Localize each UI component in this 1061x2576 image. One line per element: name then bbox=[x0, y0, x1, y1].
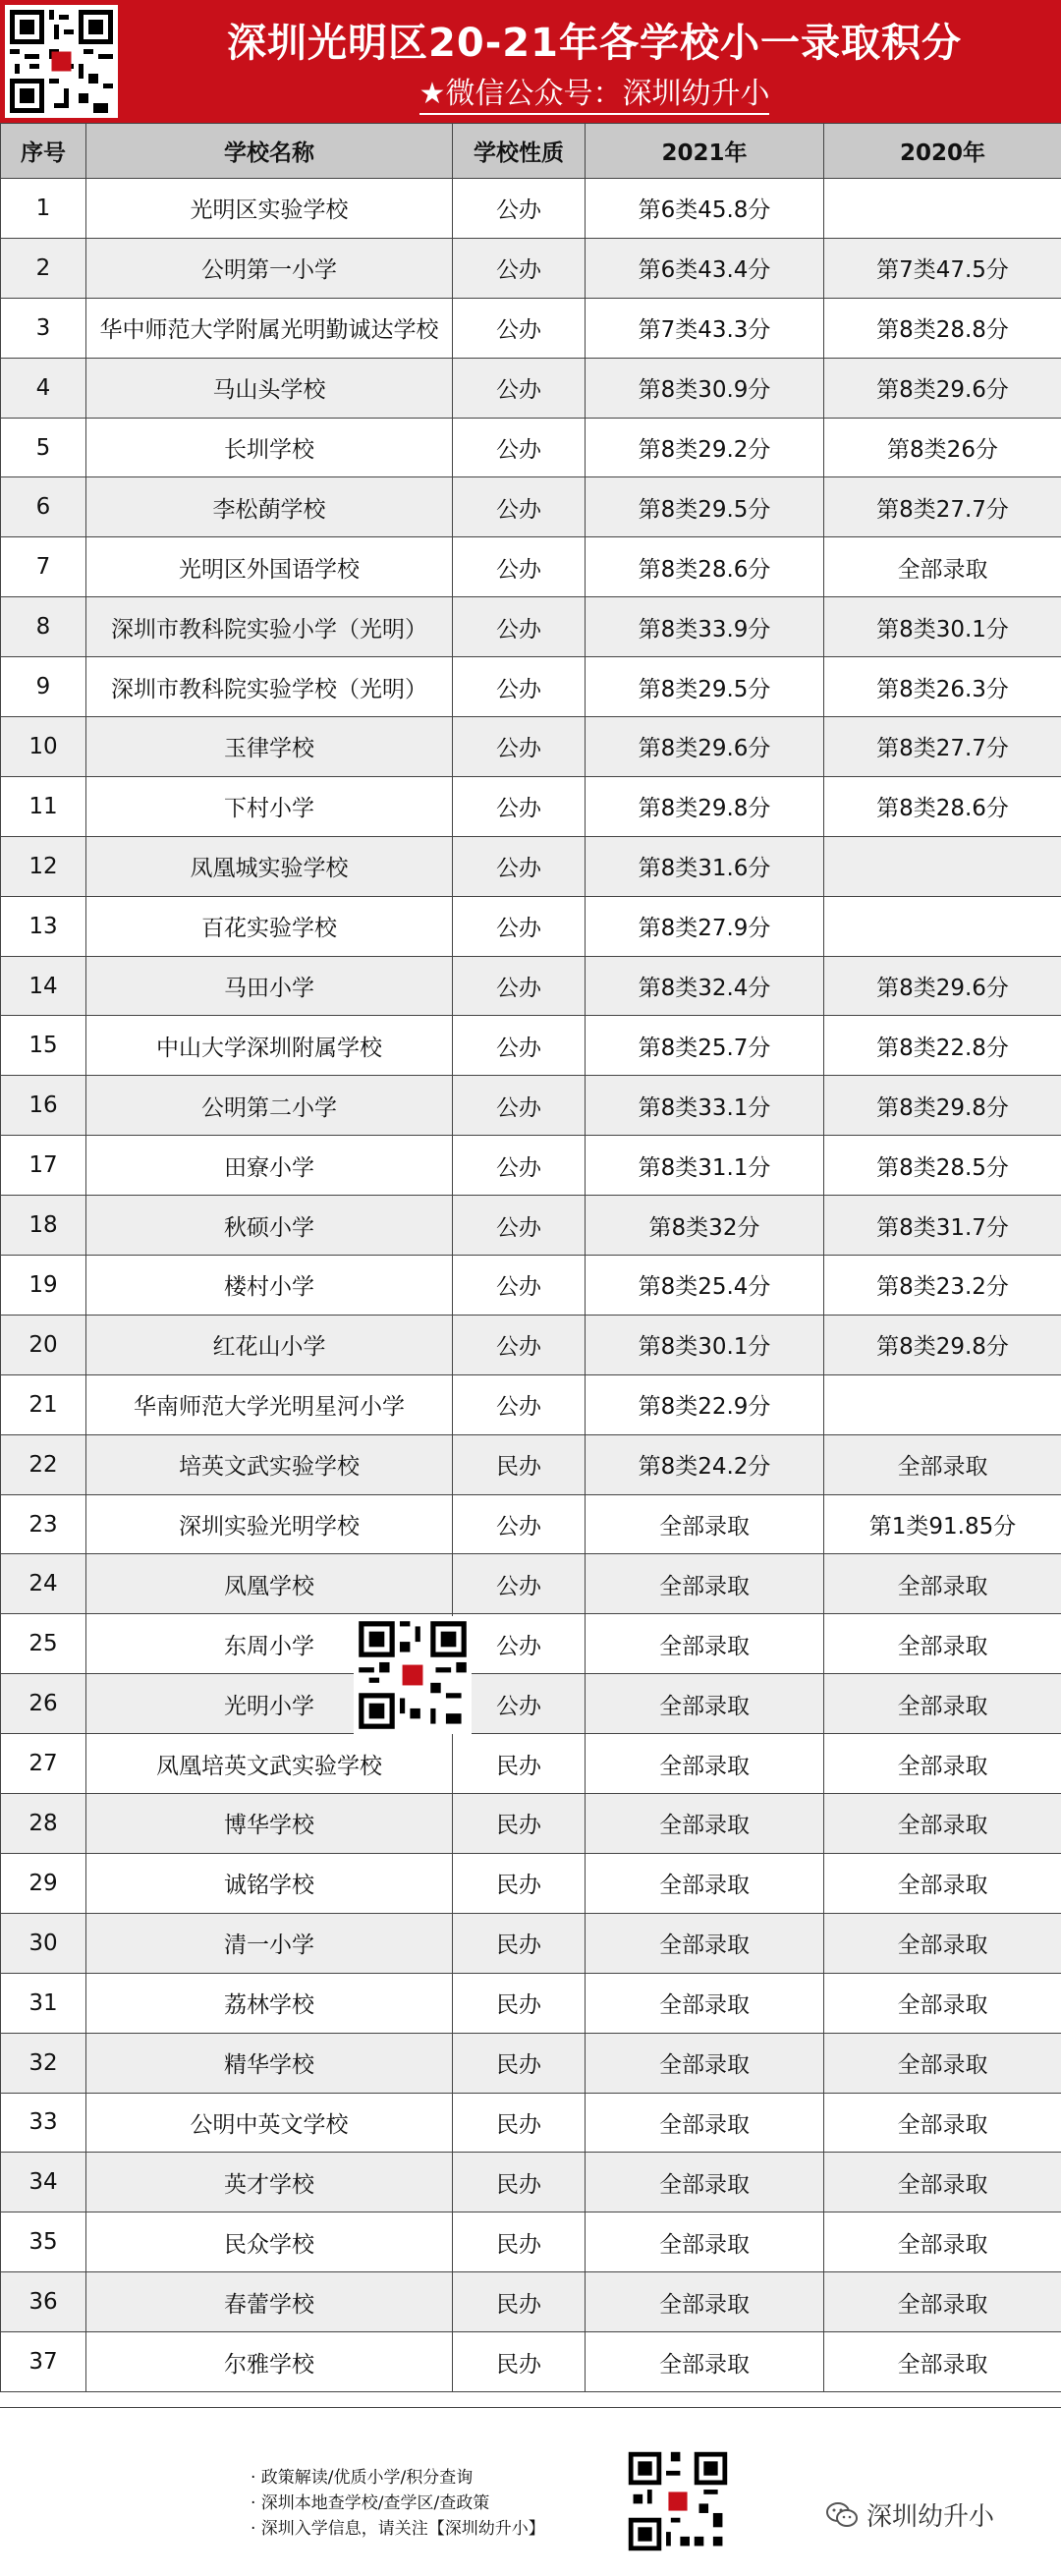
table-row bbox=[1, 1614, 1061, 1674]
cell-no: 10 bbox=[1, 717, 86, 777]
cell-school-type: 公办 bbox=[453, 1674, 586, 1734]
cell-2021: 第8类32分 bbox=[586, 1196, 824, 1256]
cell-2021: 全部录取 bbox=[586, 2272, 824, 2332]
cell-2020: 第7类47.5分 bbox=[824, 238, 1061, 298]
cell-school-name: 精华学校 bbox=[86, 2033, 453, 2093]
table-row bbox=[1, 1315, 1061, 1374]
cell-school-type: 公办 bbox=[453, 717, 586, 777]
cell-school-type: 民办 bbox=[453, 2093, 586, 2153]
cell-2020: 第8类29.6分 bbox=[824, 956, 1061, 1016]
cell-2021: 第8类30.1分 bbox=[586, 1315, 824, 1374]
cell-2021: 第8类29.2分 bbox=[586, 418, 824, 477]
cell-2020: 第1类91.85分 bbox=[824, 1494, 1061, 1554]
table-row bbox=[1, 1434, 1061, 1494]
cell-no: 29 bbox=[1, 1853, 86, 1913]
cell-no: 13 bbox=[1, 896, 86, 956]
cell-no: 28 bbox=[1, 1794, 86, 1854]
cell-2021: 全部录取 bbox=[586, 1794, 824, 1854]
cell-2020: 全部录取 bbox=[824, 1794, 1061, 1854]
cell-school-type: 民办 bbox=[453, 2272, 586, 2332]
cell-no: 14 bbox=[1, 956, 86, 1016]
cell-school-name: 博华学校 bbox=[86, 1794, 453, 1854]
cell-2020: 全部录取 bbox=[824, 2332, 1061, 2392]
cell-school-type: 公办 bbox=[453, 597, 586, 657]
cell-school-name: 李松蓢学校 bbox=[86, 477, 453, 537]
cell-school-type: 公办 bbox=[453, 1136, 586, 1196]
cell-2020: 全部录取 bbox=[824, 2212, 1061, 2272]
cell-2021: 第8类33.1分 bbox=[586, 1076, 824, 1136]
qr-code-icon bbox=[5, 5, 118, 118]
table-row bbox=[1, 418, 1061, 477]
table-row bbox=[1, 1853, 1061, 1913]
cell-school-name: 百花实验学校 bbox=[86, 896, 453, 956]
column-header-2021: 2021年 bbox=[586, 124, 824, 179]
cell-no: 34 bbox=[1, 2153, 86, 2212]
cell-school-type: 民办 bbox=[453, 2332, 586, 2392]
cell-2020: 全部录取 bbox=[824, 2093, 1061, 2153]
cell-2020: 全部录取 bbox=[824, 2272, 1061, 2332]
table-row bbox=[1, 1734, 1061, 1794]
cell-school-type: 民办 bbox=[453, 1913, 586, 1973]
table-row bbox=[1, 2332, 1061, 2392]
cell-school-name: 深圳实验光明学校 bbox=[86, 1494, 453, 1554]
cell-no: 3 bbox=[1, 298, 86, 358]
table-header-row bbox=[1, 124, 1061, 179]
table-row bbox=[1, 776, 1061, 836]
cell-school-type: 公办 bbox=[453, 1076, 586, 1136]
cell-2020 bbox=[824, 896, 1061, 956]
cell-2021: 第8类29.8分 bbox=[586, 776, 824, 836]
cell-no: 20 bbox=[1, 1315, 86, 1374]
table-row bbox=[1, 1554, 1061, 1614]
cell-2021: 第8类27.9分 bbox=[586, 896, 824, 956]
cell-2020 bbox=[824, 1374, 1061, 1434]
cell-school-type: 公办 bbox=[453, 537, 586, 597]
cell-school-name: 华中师范大学附属光明勤诚达学校 bbox=[86, 298, 453, 358]
cell-school-type: 公办 bbox=[453, 1196, 586, 1256]
cell-2021: 第8类31.1分 bbox=[586, 1136, 824, 1196]
cell-no: 22 bbox=[1, 1434, 86, 1494]
cell-school-type: 公办 bbox=[453, 836, 586, 896]
brand-name: 深圳幼升小 bbox=[866, 2496, 994, 2533]
footer-line: · 深圳入学信息，请关注【深圳幼升小】 bbox=[251, 2516, 545, 2542]
cell-2020: 第8类26分 bbox=[824, 418, 1061, 477]
cell-school-name: 华南师范大学光明星河小学 bbox=[86, 1374, 453, 1434]
cell-school-type: 民办 bbox=[453, 2033, 586, 2093]
table-row bbox=[1, 717, 1061, 777]
cell-no: 21 bbox=[1, 1374, 86, 1434]
cell-2021: 第6类43.4分 bbox=[586, 238, 824, 298]
cell-school-type: 公办 bbox=[453, 956, 586, 1016]
table-row bbox=[1, 2153, 1061, 2212]
cell-school-name: 光明区实验学校 bbox=[86, 179, 453, 239]
qr-code-icon bbox=[624, 2447, 732, 2555]
cell-school-name: 光明区外国语学校 bbox=[86, 537, 453, 597]
cell-2021: 第8类25.4分 bbox=[586, 1256, 824, 1316]
cell-school-name: 楼村小学 bbox=[86, 1256, 453, 1316]
cell-2020: 第8类29.8分 bbox=[824, 1315, 1061, 1374]
table-row bbox=[1, 298, 1061, 358]
cell-school-type: 公办 bbox=[453, 1614, 586, 1674]
cell-no: 35 bbox=[1, 2212, 86, 2272]
table-row bbox=[1, 2272, 1061, 2332]
table-row bbox=[1, 358, 1061, 418]
column-header-type: 学校性质 bbox=[453, 124, 586, 179]
cell-no: 16 bbox=[1, 1076, 86, 1136]
cell-2021: 第8类29.6分 bbox=[586, 717, 824, 777]
cell-2020: 全部录取 bbox=[824, 1973, 1061, 2033]
cell-2021: 第8类24.2分 bbox=[586, 1434, 824, 1494]
cell-school-name: 诚铭学校 bbox=[86, 1853, 453, 1913]
cell-2021: 全部录取 bbox=[586, 2153, 824, 2212]
cell-2021: 全部录取 bbox=[586, 1973, 824, 2033]
cell-school-name: 下村小学 bbox=[86, 776, 453, 836]
cell-2020: 第8类29.8分 bbox=[824, 1076, 1061, 1136]
cell-2020 bbox=[824, 179, 1061, 239]
cell-school-name: 公明第一小学 bbox=[86, 238, 453, 298]
cell-2020: 全部录取 bbox=[824, 2153, 1061, 2212]
footer-list bbox=[251, 2465, 545, 2542]
cell-2021: 全部录取 bbox=[586, 1853, 824, 1913]
table-row bbox=[1, 836, 1061, 896]
cell-school-name: 民众学校 bbox=[86, 2212, 453, 2272]
table-row bbox=[1, 1076, 1061, 1136]
table-row bbox=[1, 597, 1061, 657]
cell-no: 26 bbox=[1, 1674, 86, 1734]
cell-2021: 第8类22.9分 bbox=[586, 1374, 824, 1434]
cell-no: 37 bbox=[1, 2332, 86, 2392]
cell-no: 11 bbox=[1, 776, 86, 836]
cell-2021: 第7类43.3分 bbox=[586, 298, 824, 358]
cell-school-name: 深圳市教科院实验小学（光明） bbox=[86, 597, 453, 657]
table-row bbox=[1, 1674, 1061, 1734]
table-row bbox=[1, 1196, 1061, 1256]
cell-2020 bbox=[824, 836, 1061, 896]
table-row bbox=[1, 238, 1061, 298]
cell-2021: 全部录取 bbox=[586, 1554, 824, 1614]
admission-score-table bbox=[0, 123, 1061, 2392]
table-row bbox=[1, 2093, 1061, 2153]
cell-no: 17 bbox=[1, 1136, 86, 1196]
cell-no: 6 bbox=[1, 477, 86, 537]
table-row bbox=[1, 477, 1061, 537]
cell-school-type: 民办 bbox=[453, 1794, 586, 1854]
cell-no: 18 bbox=[1, 1196, 86, 1256]
footer-line: · 政策解读/优质小学/积分查询 bbox=[251, 2465, 545, 2491]
column-header-school: 学校名称 bbox=[86, 124, 453, 179]
cell-no: 1 bbox=[1, 179, 86, 239]
page-title: 深圳光明区20-21年各学校小一录取积分 bbox=[128, 12, 1061, 68]
cell-school-type: 公办 bbox=[453, 1315, 586, 1374]
cell-2020: 全部录取 bbox=[824, 1614, 1061, 1674]
cell-2021: 全部录取 bbox=[586, 1614, 824, 1674]
cell-school-type: 公办 bbox=[453, 1554, 586, 1614]
cell-2021: 全部录取 bbox=[586, 1494, 824, 1554]
cell-2020: 全部录取 bbox=[824, 1734, 1061, 1794]
page-subtitle: ★微信公众号：深圳幼升小 bbox=[128, 69, 1061, 112]
footer bbox=[0, 2407, 1061, 2576]
cell-school-name: 春蕾学校 bbox=[86, 2272, 453, 2332]
cell-school-type: 公办 bbox=[453, 238, 586, 298]
cell-2020: 第8类27.7分 bbox=[824, 717, 1061, 777]
table-row bbox=[1, 537, 1061, 597]
cell-no: 12 bbox=[1, 836, 86, 896]
cell-2020: 全部录取 bbox=[824, 537, 1061, 597]
cell-2021: 全部录取 bbox=[586, 1734, 824, 1794]
qr-code-icon bbox=[354, 1616, 472, 1734]
cell-school-type: 民办 bbox=[453, 1853, 586, 1913]
cell-no: 9 bbox=[1, 657, 86, 717]
cell-2020: 第8类27.7分 bbox=[824, 477, 1061, 537]
table-row bbox=[1, 1374, 1061, 1434]
table-row bbox=[1, 1136, 1061, 1196]
cell-school-type: 公办 bbox=[453, 179, 586, 239]
cell-no: 15 bbox=[1, 1016, 86, 1076]
cell-2020: 第8类31.7分 bbox=[824, 1196, 1061, 1256]
cell-school-type: 公办 bbox=[453, 1256, 586, 1316]
cell-2020: 第8类26.3分 bbox=[824, 657, 1061, 717]
cell-school-name: 凤凰城实验学校 bbox=[86, 836, 453, 896]
cell-2020: 第8类22.8分 bbox=[824, 1016, 1061, 1076]
cell-no: 2 bbox=[1, 238, 86, 298]
cell-2021: 第8类28.6分 bbox=[586, 537, 824, 597]
cell-no: 23 bbox=[1, 1494, 86, 1554]
cell-school-name: 凤凰培英文武实验学校 bbox=[86, 1734, 453, 1794]
cell-no: 8 bbox=[1, 597, 86, 657]
cell-no: 19 bbox=[1, 1256, 86, 1316]
cell-school-type: 公办 bbox=[453, 477, 586, 537]
cell-school-name: 光明小学 bbox=[86, 1674, 453, 1734]
table-row bbox=[1, 1256, 1061, 1316]
cell-no: 30 bbox=[1, 1913, 86, 1973]
cell-2020: 全部录取 bbox=[824, 1434, 1061, 1494]
cell-school-name: 培英文武实验学校 bbox=[86, 1434, 453, 1494]
cell-school-type: 公办 bbox=[453, 1494, 586, 1554]
cell-2021: 第8类30.9分 bbox=[586, 358, 824, 418]
cell-2021: 全部录取 bbox=[586, 2033, 824, 2093]
cell-no: 32 bbox=[1, 2033, 86, 2093]
table-row bbox=[1, 896, 1061, 956]
cell-school-name: 东周小学 bbox=[86, 1614, 453, 1674]
cell-school-name: 深圳市教科院实验学校（光明） bbox=[86, 657, 453, 717]
table-body bbox=[1, 179, 1061, 2392]
cell-2021: 第8类25.7分 bbox=[586, 1016, 824, 1076]
cell-2020: 全部录取 bbox=[824, 2033, 1061, 2093]
cell-school-name: 红花山小学 bbox=[86, 1315, 453, 1374]
footer-line: · 深圳本地查学校/查学区/查政策 bbox=[251, 2491, 545, 2516]
cell-2020: 第8类28.5分 bbox=[824, 1136, 1061, 1196]
header-banner bbox=[0, 0, 1061, 123]
cell-2020: 全部录取 bbox=[824, 1554, 1061, 1614]
cell-2020: 第8类30.1分 bbox=[824, 597, 1061, 657]
table-row bbox=[1, 1016, 1061, 1076]
cell-school-name: 马山头学校 bbox=[86, 358, 453, 418]
cell-school-type: 公办 bbox=[453, 1016, 586, 1076]
cell-2020: 全部录取 bbox=[824, 1674, 1061, 1734]
brand bbox=[825, 2496, 994, 2533]
cell-2020: 第8类28.8分 bbox=[824, 298, 1061, 358]
cell-2021: 第6类45.8分 bbox=[586, 179, 824, 239]
cell-school-type: 民办 bbox=[453, 1973, 586, 2033]
cell-2020: 第8类28.6分 bbox=[824, 776, 1061, 836]
cell-school-type: 民办 bbox=[453, 1734, 586, 1794]
cell-no: 24 bbox=[1, 1554, 86, 1614]
cell-2021: 全部录取 bbox=[586, 2332, 824, 2392]
cell-2021: 第8类33.9分 bbox=[586, 597, 824, 657]
cell-school-type: 民办 bbox=[453, 2153, 586, 2212]
cell-school-type: 民办 bbox=[453, 1434, 586, 1494]
cell-2021: 全部录取 bbox=[586, 1913, 824, 1973]
cell-school-name: 中山大学深圳附属学校 bbox=[86, 1016, 453, 1076]
cell-school-name: 尔雅学校 bbox=[86, 2332, 453, 2392]
cell-2020: 第8类29.6分 bbox=[824, 358, 1061, 418]
cell-2021: 全部录取 bbox=[586, 2093, 824, 2153]
cell-school-name: 公明第二小学 bbox=[86, 1076, 453, 1136]
cell-school-name: 秋硕小学 bbox=[86, 1196, 453, 1256]
cell-no: 7 bbox=[1, 537, 86, 597]
table-row bbox=[1, 956, 1061, 1016]
cell-school-name: 马田小学 bbox=[86, 956, 453, 1016]
cell-2020: 全部录取 bbox=[824, 1913, 1061, 1973]
cell-no: 33 bbox=[1, 2093, 86, 2153]
cell-school-name: 田寮小学 bbox=[86, 1136, 453, 1196]
table-row bbox=[1, 1913, 1061, 1973]
cell-school-name: 清一小学 bbox=[86, 1913, 453, 1973]
cell-school-type: 公办 bbox=[453, 776, 586, 836]
cell-school-type: 公办 bbox=[453, 657, 586, 717]
cell-2021: 第8类32.4分 bbox=[586, 956, 824, 1016]
table-row bbox=[1, 1973, 1061, 2033]
table-row bbox=[1, 2033, 1061, 2093]
cell-2021: 全部录取 bbox=[586, 2212, 824, 2272]
cell-no: 5 bbox=[1, 418, 86, 477]
cell-no: 31 bbox=[1, 1973, 86, 2033]
cell-school-type: 公办 bbox=[453, 298, 586, 358]
cell-school-name: 荔林学校 bbox=[86, 1973, 453, 2033]
wechat-icon bbox=[825, 2500, 859, 2530]
table-row bbox=[1, 2212, 1061, 2272]
cell-school-type: 公办 bbox=[453, 358, 586, 418]
cell-no: 27 bbox=[1, 1734, 86, 1794]
cell-school-name: 公明中英文学校 bbox=[86, 2093, 453, 2153]
cell-school-name: 长圳学校 bbox=[86, 418, 453, 477]
cell-no: 36 bbox=[1, 2272, 86, 2332]
table-row bbox=[1, 1494, 1061, 1554]
column-header-2020: 2020年 bbox=[824, 124, 1061, 179]
table-row bbox=[1, 1794, 1061, 1854]
cell-school-type: 公办 bbox=[453, 896, 586, 956]
cell-school-type: 公办 bbox=[453, 418, 586, 477]
column-header-no: 序号 bbox=[1, 124, 86, 179]
cell-school-name: 英才学校 bbox=[86, 2153, 453, 2212]
cell-school-type: 民办 bbox=[453, 2212, 586, 2272]
cell-no: 25 bbox=[1, 1614, 86, 1674]
table-row bbox=[1, 179, 1061, 239]
cell-school-name: 凤凰学校 bbox=[86, 1554, 453, 1614]
cell-2021: 第8类29.5分 bbox=[586, 657, 824, 717]
cell-2020: 第8类23.2分 bbox=[824, 1256, 1061, 1316]
cell-2021: 全部录取 bbox=[586, 1674, 824, 1734]
cell-school-type: 公办 bbox=[453, 1374, 586, 1434]
cell-2021: 第8类31.6分 bbox=[586, 836, 824, 896]
table-row bbox=[1, 657, 1061, 717]
cell-2020: 全部录取 bbox=[824, 1853, 1061, 1913]
cell-no: 4 bbox=[1, 358, 86, 418]
cell-school-name: 玉律学校 bbox=[86, 717, 453, 777]
cell-2021: 第8类29.5分 bbox=[586, 477, 824, 537]
